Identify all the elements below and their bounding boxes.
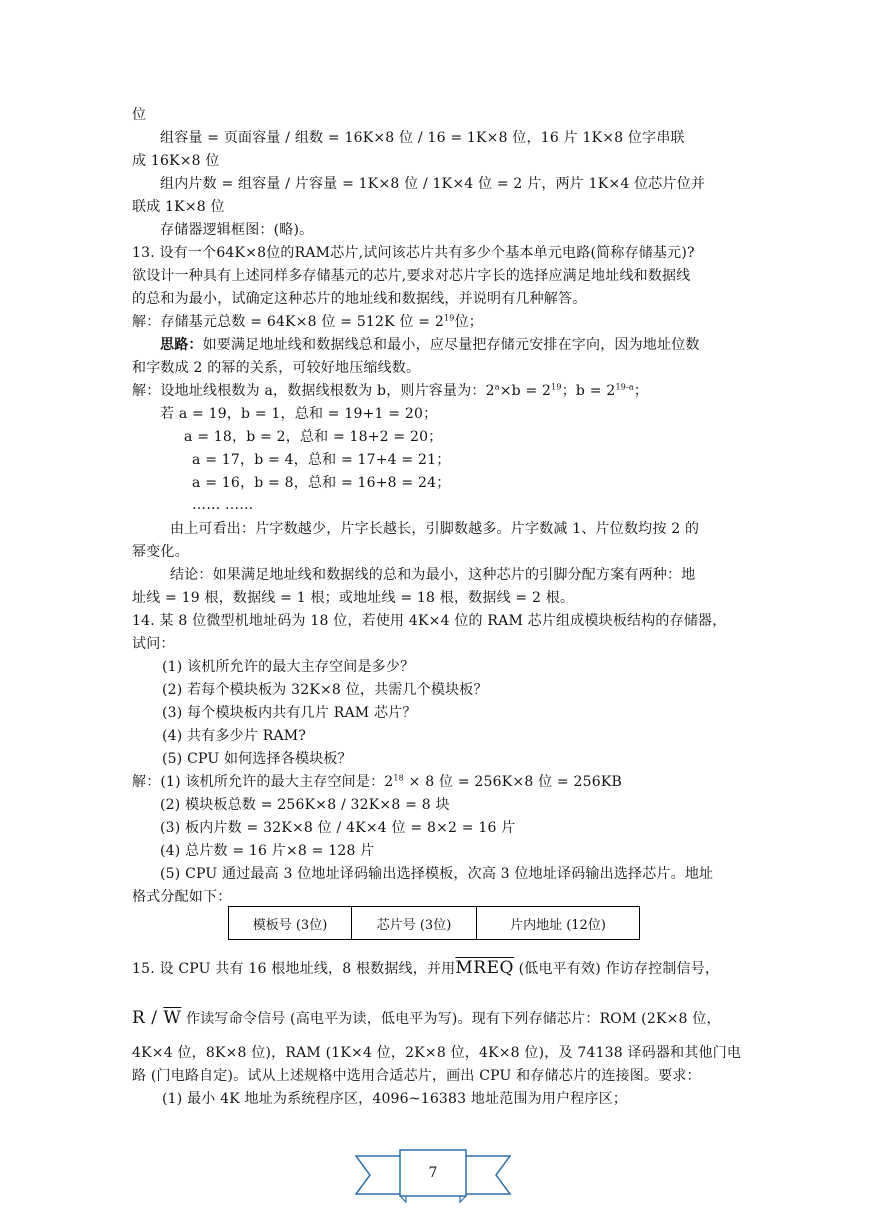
sub-question: (1) 该机所允许的最大主存空间是多少？ [162, 659, 415, 675]
mreq-signal: MREQ [455, 958, 514, 978]
page-number: 7 [428, 1165, 438, 1181]
answer-line: (4) 总片数 = 16 片×8 = 128 片 [160, 843, 375, 859]
case-line: a = 17，b = 4，总和 = 17+4 = 21； [192, 452, 451, 468]
text-line: 组容量 = 页面容量 / 组数 = 16K×8 位 / 16 = 1K×8 位，16 片 1K×8 位字串联 [160, 130, 685, 146]
rw-signal-w: $\overline{W}$ [163, 1008, 182, 1028]
answer-line: (3) 板内片数 = 32K×8 位 / 4K×4 位 = 8×2 = 16 片 [160, 820, 516, 836]
text-line: 由上可看出：片字数越少，片字长越长，引脚数越多。片字数减 1、片位数均按 2 的 [170, 521, 700, 537]
text-line: 联成 1K×8 位 [132, 199, 225, 215]
sub-question: (4) 共有多少片 RAM? [162, 728, 307, 744]
question-15-line: 15. 设 CPU 共有 16 根地址线，8 根数据线，并用MREQ (低电平有效) 作访存控制信号， [132, 958, 720, 978]
text-line: 组内片数 = 组容量 / 片容量 = 1K×8 位 / 1K×4 位 = 2 片，两片 1K×4 位芯片位并 [160, 176, 706, 192]
text-line: 址线 = 19 根，数据线 = 1 根；或地址线 = 18 根，数据线 = 2 根。 [132, 590, 575, 606]
address-format-table [228, 906, 640, 940]
sub-question: (5) CPU 如何选择各模块板？ [162, 751, 352, 767]
text-line: 4K×4 位，8K×8 位)，RAM (1K×4 位，2K×8 位，4K×8 位)，及 74138 译码器和其他门电 [132, 1045, 742, 1061]
in-chip-address-cell: 片内地址 (12位) [510, 917, 606, 933]
answer-line: (2) 模块板总数 = 256K×8 / 32K×8 = 8 块 [160, 797, 450, 813]
answer-line: 解：存储基元总数 = 64K×8 位 = 512K 位 = $2^{19}$位； [132, 313, 483, 330]
case-line: 若 a = 19，b = 1，总和 = 19+1 = 20； [160, 406, 438, 422]
text-line: 路 (门电路自定)。试从上述规格中选用合适芯片，画出 CPU 和存储芯片的连接图。要求： [132, 1068, 701, 1084]
case-line: a = 18，b = 2，总和 = 18+2 = 20； [184, 429, 443, 445]
text-line: 试问： [132, 636, 175, 652]
text-line: 幂变化。 [132, 544, 189, 560]
question-14-line: 14. 某 8 位微型机地址码为 18 位，若使用 4K×4 位的 RAM 芯片组成模块板结构的存储器， [132, 613, 727, 629]
answer-line: (5) CPU 通过最高 3 位地址译码输出选择模板，次高 3 位地址译码输出选择芯片。地址 [160, 866, 714, 882]
module-number-cell: 模板号 (3位) [229, 907, 352, 939]
text-line: 存储器逻辑框图：(略)。 [160, 222, 314, 238]
answer-line: 解：(1) 该机所允许的最大主存空间是：$2^{18} \times 8$ 位 = 256K×8 位 = 256KB [132, 773, 622, 790]
text-line: 位 [132, 107, 147, 123]
conclusion-line: 结论：如果满足地址线和数据线的总和为最小，这种芯片的引脚分配方案有两种：地 [170, 567, 696, 583]
ellipsis-line: …… …… [192, 497, 254, 513]
rw-signal-r: R [132, 1008, 146, 1028]
answer-line: 解：设地址线根数为 a，数据线根数为 b，则片容量为：$2^a\times b = 2^{19}$；$b = 2^{19-a}$； [132, 382, 649, 399]
question-13-line: 13. 设有一个64K×8位的RAM芯片,试问该芯片共有多少个基本单元电路(简称存储基元)? [132, 245, 695, 261]
text-line: 成 16K×8 位 [132, 153, 220, 169]
text-line: 欲设计一种具有上述同样多存储基元的芯片,要求对芯片字长的选择应满足地址线和数据线 [132, 268, 691, 284]
text-line: 和字数成 2 的幂的关系，可较好地压缩线数。 [132, 360, 421, 376]
text-line: R / $\overline{W}$ 作读写命令信号 (高电平为读，低电平为写)。现有下列存储芯片：ROM (2K×8 位， [132, 1008, 721, 1028]
chip-number-cell: 芯片号 (3位) [352, 907, 477, 939]
text-line: 的总和为最小，试确定这种芯片的地址线和数据线，并说明有几种解答。 [132, 291, 587, 307]
case-line: a = 16，b = 8，总和 = 16+8 = 24； [192, 475, 451, 491]
sub-question: (3) 每个模块板内共有几片 RAM 芯片？ [162, 705, 417, 721]
text-line: 思路：如要满足地址线和数据线总和最小，应尽量把存储元安排在字向，因为地址位数 [160, 337, 700, 353]
sub-question: (1) 最小 4K 地址为系统程序区，4096~16383 地址范围为用户程序区； [162, 1091, 628, 1107]
text-line: 格式分配如下： [132, 889, 232, 905]
sub-question: (2) 若每个模块板为 32K×8 位，共需几个模块板？ [162, 682, 488, 698]
thinking-label: 思路： [160, 337, 203, 353]
